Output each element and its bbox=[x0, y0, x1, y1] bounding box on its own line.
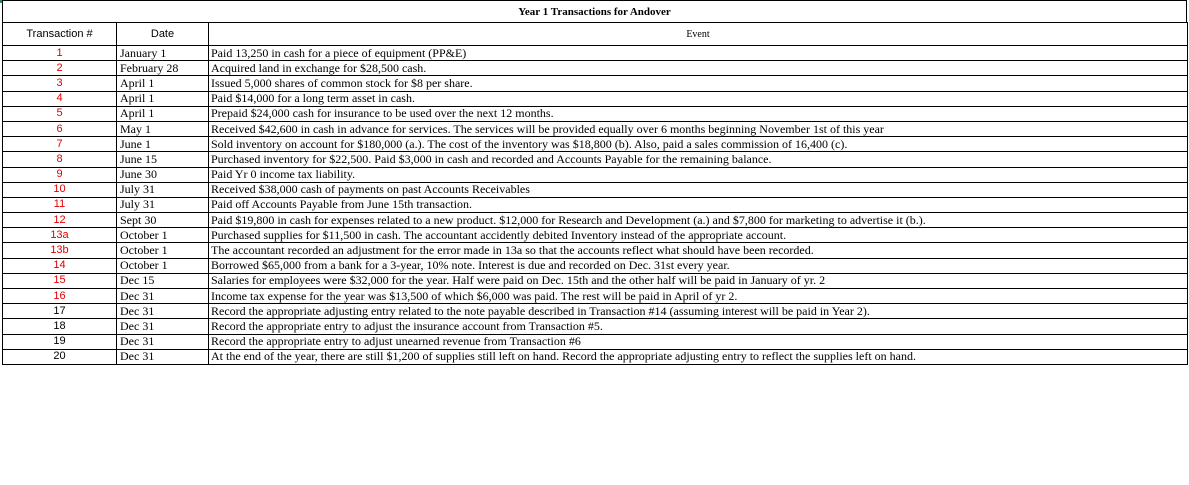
table-row bbox=[3, 106, 1188, 121]
transaction-number[interactable]: 9 bbox=[3, 167, 117, 182]
transaction-event[interactable]: The accountant recorded an adjustment for the error made in 13a so that the accounts reflect what should have been recorded. bbox=[209, 243, 1188, 258]
table-row bbox=[3, 349, 1188, 364]
transaction-date[interactable]: Dec 31 bbox=[117, 319, 209, 334]
transaction-number[interactable]: 14 bbox=[3, 258, 117, 273]
table-row bbox=[3, 228, 1188, 243]
transaction-event[interactable]: Paid $19,800 in cash for expenses related to a new product. $12,000 for Research and Development (a.) and $7,800 for marketing to advertise it (b.). bbox=[209, 213, 1188, 228]
table-row bbox=[3, 197, 1188, 212]
transaction-date[interactable]: April 1 bbox=[117, 76, 209, 91]
table-row bbox=[3, 91, 1188, 106]
transaction-date[interactable]: April 1 bbox=[117, 106, 209, 121]
table-row bbox=[3, 334, 1188, 349]
transaction-event[interactable]: Borrowed $65,000 from a bank for a 3-year, 10% note. Interest is due and recorded on Dec. 31st every year. bbox=[209, 258, 1188, 273]
table-row bbox=[3, 289, 1188, 304]
transaction-event[interactable]: Acquired land in exchange for $28,500 cash. bbox=[209, 61, 1188, 76]
transaction-event[interactable]: Record the appropriate adjusting entry related to the note payable described in Transaction #14 (assuming interest will be paid in Year 2). bbox=[209, 304, 1188, 319]
transaction-event[interactable]: Received $38,000 cash of payments on past Accounts Receivables bbox=[209, 182, 1188, 197]
table-row bbox=[3, 76, 1188, 91]
transaction-number[interactable]: 15 bbox=[3, 273, 117, 288]
transaction-number[interactable]: 11 bbox=[3, 197, 117, 212]
transactions-table bbox=[2, 22, 1188, 365]
transaction-date[interactable]: May 1 bbox=[117, 121, 209, 136]
table-row bbox=[3, 167, 1188, 182]
table-row bbox=[3, 61, 1188, 76]
transaction-event[interactable]: Purchased supplies for $11,500 in cash. The accountant accidently debited Inventory instead of the appropriate account. bbox=[209, 228, 1188, 243]
transaction-date[interactable]: October 1 bbox=[117, 228, 209, 243]
transaction-event[interactable]: Issued 5,000 shares of common stock for $8 per share. bbox=[209, 76, 1188, 91]
table-row bbox=[3, 46, 1188, 61]
transaction-date[interactable]: July 31 bbox=[117, 197, 209, 212]
transaction-number[interactable]: 12 bbox=[3, 213, 117, 228]
transaction-date[interactable]: June 30 bbox=[117, 167, 209, 182]
transaction-number[interactable]: 18 bbox=[3, 319, 117, 334]
transaction-date[interactable]: Sept 30 bbox=[117, 213, 209, 228]
table-row bbox=[3, 137, 1188, 152]
transaction-date[interactable]: January 1 bbox=[117, 46, 209, 61]
transaction-event[interactable]: Record the appropriate entry to adjust unearned revenue from Transaction #6 bbox=[209, 334, 1188, 349]
transaction-date[interactable]: June 1 bbox=[117, 137, 209, 152]
transaction-number[interactable]: 10 bbox=[3, 182, 117, 197]
transaction-number[interactable]: 3 bbox=[3, 76, 117, 91]
transaction-event[interactable]: Record the appropriate entry to adjust the insurance account from Transaction #5. bbox=[209, 319, 1188, 334]
transaction-date[interactable]: Dec 31 bbox=[117, 334, 209, 349]
transaction-event[interactable]: Paid 13,250 in cash for a piece of equipment (PP&E) bbox=[209, 46, 1188, 61]
transaction-number[interactable]: 1 bbox=[3, 46, 117, 61]
transaction-date[interactable]: June 15 bbox=[117, 152, 209, 167]
header-transaction: Transaction # bbox=[3, 23, 117, 46]
transactions-body bbox=[3, 46, 1188, 365]
transaction-event[interactable]: Purchased inventory for $22,500. Paid $3,000 in cash and recorded and Accounts Payable for the remaining balance. bbox=[209, 152, 1188, 167]
transaction-date[interactable]: July 31 bbox=[117, 182, 209, 197]
transaction-date[interactable]: Dec 31 bbox=[117, 289, 209, 304]
transaction-number[interactable]: 17 bbox=[3, 304, 117, 319]
transaction-number[interactable]: 7 bbox=[3, 137, 117, 152]
transaction-date[interactable]: Dec 31 bbox=[117, 349, 209, 364]
table-row bbox=[3, 304, 1188, 319]
transaction-date[interactable]: April 1 bbox=[117, 91, 209, 106]
transaction-event[interactable]: Paid Yr 0 income tax liability. bbox=[209, 167, 1188, 182]
header-event: Event bbox=[209, 23, 1188, 46]
transaction-number[interactable]: 8 bbox=[3, 152, 117, 167]
transaction-event[interactable]: Prepaid $24,000 cash for insurance to be used over the next 12 months. bbox=[209, 106, 1188, 121]
transaction-event[interactable]: Paid off Accounts Payable from June 15th transaction. bbox=[209, 197, 1188, 212]
spreadsheet bbox=[2, 0, 1187, 365]
transaction-event[interactable]: Received $42,600 in cash in advance for services. The services will be provided equally over 6 months beginning November 1st of this year bbox=[209, 121, 1188, 136]
table-row bbox=[3, 319, 1188, 334]
table-row bbox=[3, 273, 1188, 288]
transaction-date[interactable]: October 1 bbox=[117, 258, 209, 273]
transaction-event[interactable]: Paid $14,000 for a long term asset in cash. bbox=[209, 91, 1188, 106]
header-date: Date bbox=[117, 23, 209, 46]
transaction-event[interactable]: At the end of the year, there are still $1,200 of supplies still left on hand. Record the appropriate adjusting entry to reflect the supplies left on hand. bbox=[209, 349, 1188, 364]
transaction-number[interactable]: 5 bbox=[3, 106, 117, 121]
transaction-number[interactable]: 16 bbox=[3, 289, 117, 304]
transaction-event[interactable]: Salaries for employees were $32,000 for the year. Half were paid on Dec. 15th and the other half will be paid in January of yr. 2 bbox=[209, 273, 1188, 288]
transaction-date[interactable]: Dec 31 bbox=[117, 304, 209, 319]
table-row bbox=[3, 213, 1188, 228]
transaction-number[interactable]: 2 bbox=[3, 61, 117, 76]
transaction-number[interactable]: 4 bbox=[3, 91, 117, 106]
table-row bbox=[3, 152, 1188, 167]
transaction-number[interactable]: 20 bbox=[3, 349, 117, 364]
transaction-number[interactable]: 6 bbox=[3, 121, 117, 136]
transaction-event[interactable]: Income tax expense for the year was $13,500 of which $6,000 was paid. The rest will be paid in April of yr 2. bbox=[209, 289, 1188, 304]
transaction-number[interactable]: 13a bbox=[3, 228, 117, 243]
sheet-title: Year 1 Transactions for Andover bbox=[2, 0, 1187, 22]
transaction-event[interactable]: Sold inventory on account for $180,000 (a.). The cost of the inventory was $18,800 (b). Also, paid a sales commission of 16,400 (c). bbox=[209, 137, 1188, 152]
transaction-date[interactable]: February 28 bbox=[117, 61, 209, 76]
transaction-date[interactable]: October 1 bbox=[117, 243, 209, 258]
transaction-date[interactable]: Dec 15 bbox=[117, 273, 209, 288]
header-row bbox=[3, 23, 1188, 46]
table-row bbox=[3, 182, 1188, 197]
table-row bbox=[3, 258, 1188, 273]
transaction-number[interactable]: 13b bbox=[3, 243, 117, 258]
table-row bbox=[3, 121, 1188, 136]
transaction-number[interactable]: 19 bbox=[3, 334, 117, 349]
table-row bbox=[3, 243, 1188, 258]
